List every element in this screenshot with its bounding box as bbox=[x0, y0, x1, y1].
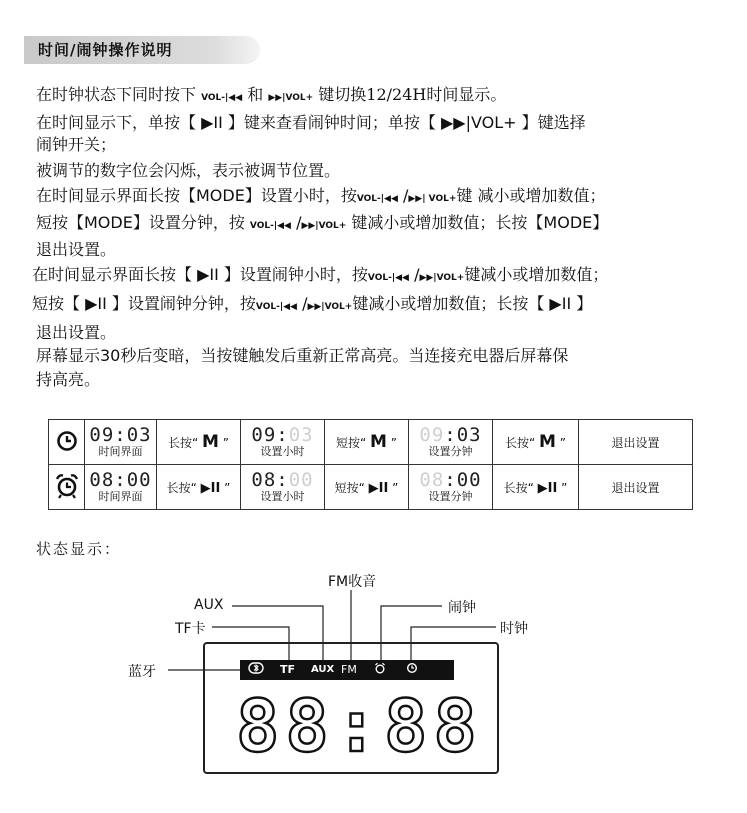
long-press-mode-exit-cell: 长按“ M ” bbox=[493, 420, 579, 465]
callout-alarm: 闹钟 bbox=[448, 600, 476, 616]
long-press-play-exit-cell: 长按“ ▶II ” bbox=[493, 465, 579, 510]
aux-indicator: AUX bbox=[311, 664, 335, 675]
callout-aux: AUX bbox=[194, 597, 224, 613]
callout-bluetooth: 蓝牙 bbox=[128, 664, 156, 680]
lcd-time-digits: 88:88 bbox=[236, 684, 483, 768]
set-minute-cell: 08:00 设置分钟 bbox=[409, 465, 493, 510]
short-press-play-cell: 短按“ ▶II ” bbox=[325, 465, 409, 510]
paragraph-view-alarm: 在时间显示下，单按【 ▶II 】键来查看闹钟时间；单按【 ▶▶|VOL+ 】键选择 闹钟开关； bbox=[36, 113, 586, 154]
paragraph-set-alarm: 在时间显示界面长按【 ▶II 】设置闹钟小时，按VOL-|◀◀ /▶▶|VOL+键减小或增加数值； 短按【 ▶II 】设置闹钟分钟，按VOL-|◀◀ /▶▶|VOL+键减小或增加数值；长按【 ▶II 】 退出设置。 bbox=[32, 265, 609, 342]
set-minute-cell: 09:03 设置分钟 bbox=[409, 420, 493, 465]
lcd-icon-strip bbox=[240, 660, 454, 680]
callout-clock: 时钟 bbox=[500, 621, 528, 637]
set-hour-cell: 08:00 设置小时 bbox=[241, 465, 325, 510]
status-display-label: 状态显示： bbox=[36, 540, 122, 558]
exit-settings-cell: 退出设置 bbox=[579, 465, 693, 510]
alarm-clock-icon bbox=[374, 660, 386, 680]
time-screen-cell: 09:03 时间界面 bbox=[85, 420, 157, 465]
fm-indicator: FM bbox=[341, 663, 357, 676]
exit-settings-cell: 退出设置 bbox=[579, 420, 693, 465]
time-screen-cell: 08:00 时间界面 bbox=[85, 465, 157, 510]
bluetooth-icon bbox=[248, 660, 264, 680]
paragraph-set-time: 在时间显示界面长按【MODE】设置小时，按VOL-|◀◀ /▶▶| VOL+键 减小或增加数值； 短按【MODE】设置分钟，按 VOL-|◀◀ /▶▶|VOL+ 键减小或增加数值；长按【MODE】 退出设置。 bbox=[36, 186, 609, 259]
tf-card-indicator: TF bbox=[280, 663, 296, 676]
paragraph-blink: 被调节的数字位会闪烁，表示被调节位置。 bbox=[36, 161, 341, 180]
callout-fm-radio: FM收音 bbox=[328, 574, 377, 590]
paragraph-brightness: 屏幕显示30秒后变暗，当按键触发后重新正常高亮。当连接充电器后屏幕保 持高亮。 bbox=[36, 346, 569, 389]
long-press-mode-cell: 长按“ M ” bbox=[157, 420, 241, 465]
set-hour-cell: 09:03 设置小时 bbox=[241, 420, 325, 465]
callout-tf-card: TF卡 bbox=[175, 621, 206, 637]
long-press-play-cell: 长按“ ▶II ” bbox=[157, 465, 241, 510]
short-press-mode-cell: 短按“ M ” bbox=[325, 420, 409, 465]
paragraph-time-format: 在时钟状态下同时按下 VOL-|◀◀ 和 ▶▶|VOL+ 键切换12/24H时间显示。 bbox=[36, 85, 507, 104]
clock-icon bbox=[406, 660, 418, 680]
section-title: 时间/闹钟操作说明 bbox=[38, 41, 173, 59]
